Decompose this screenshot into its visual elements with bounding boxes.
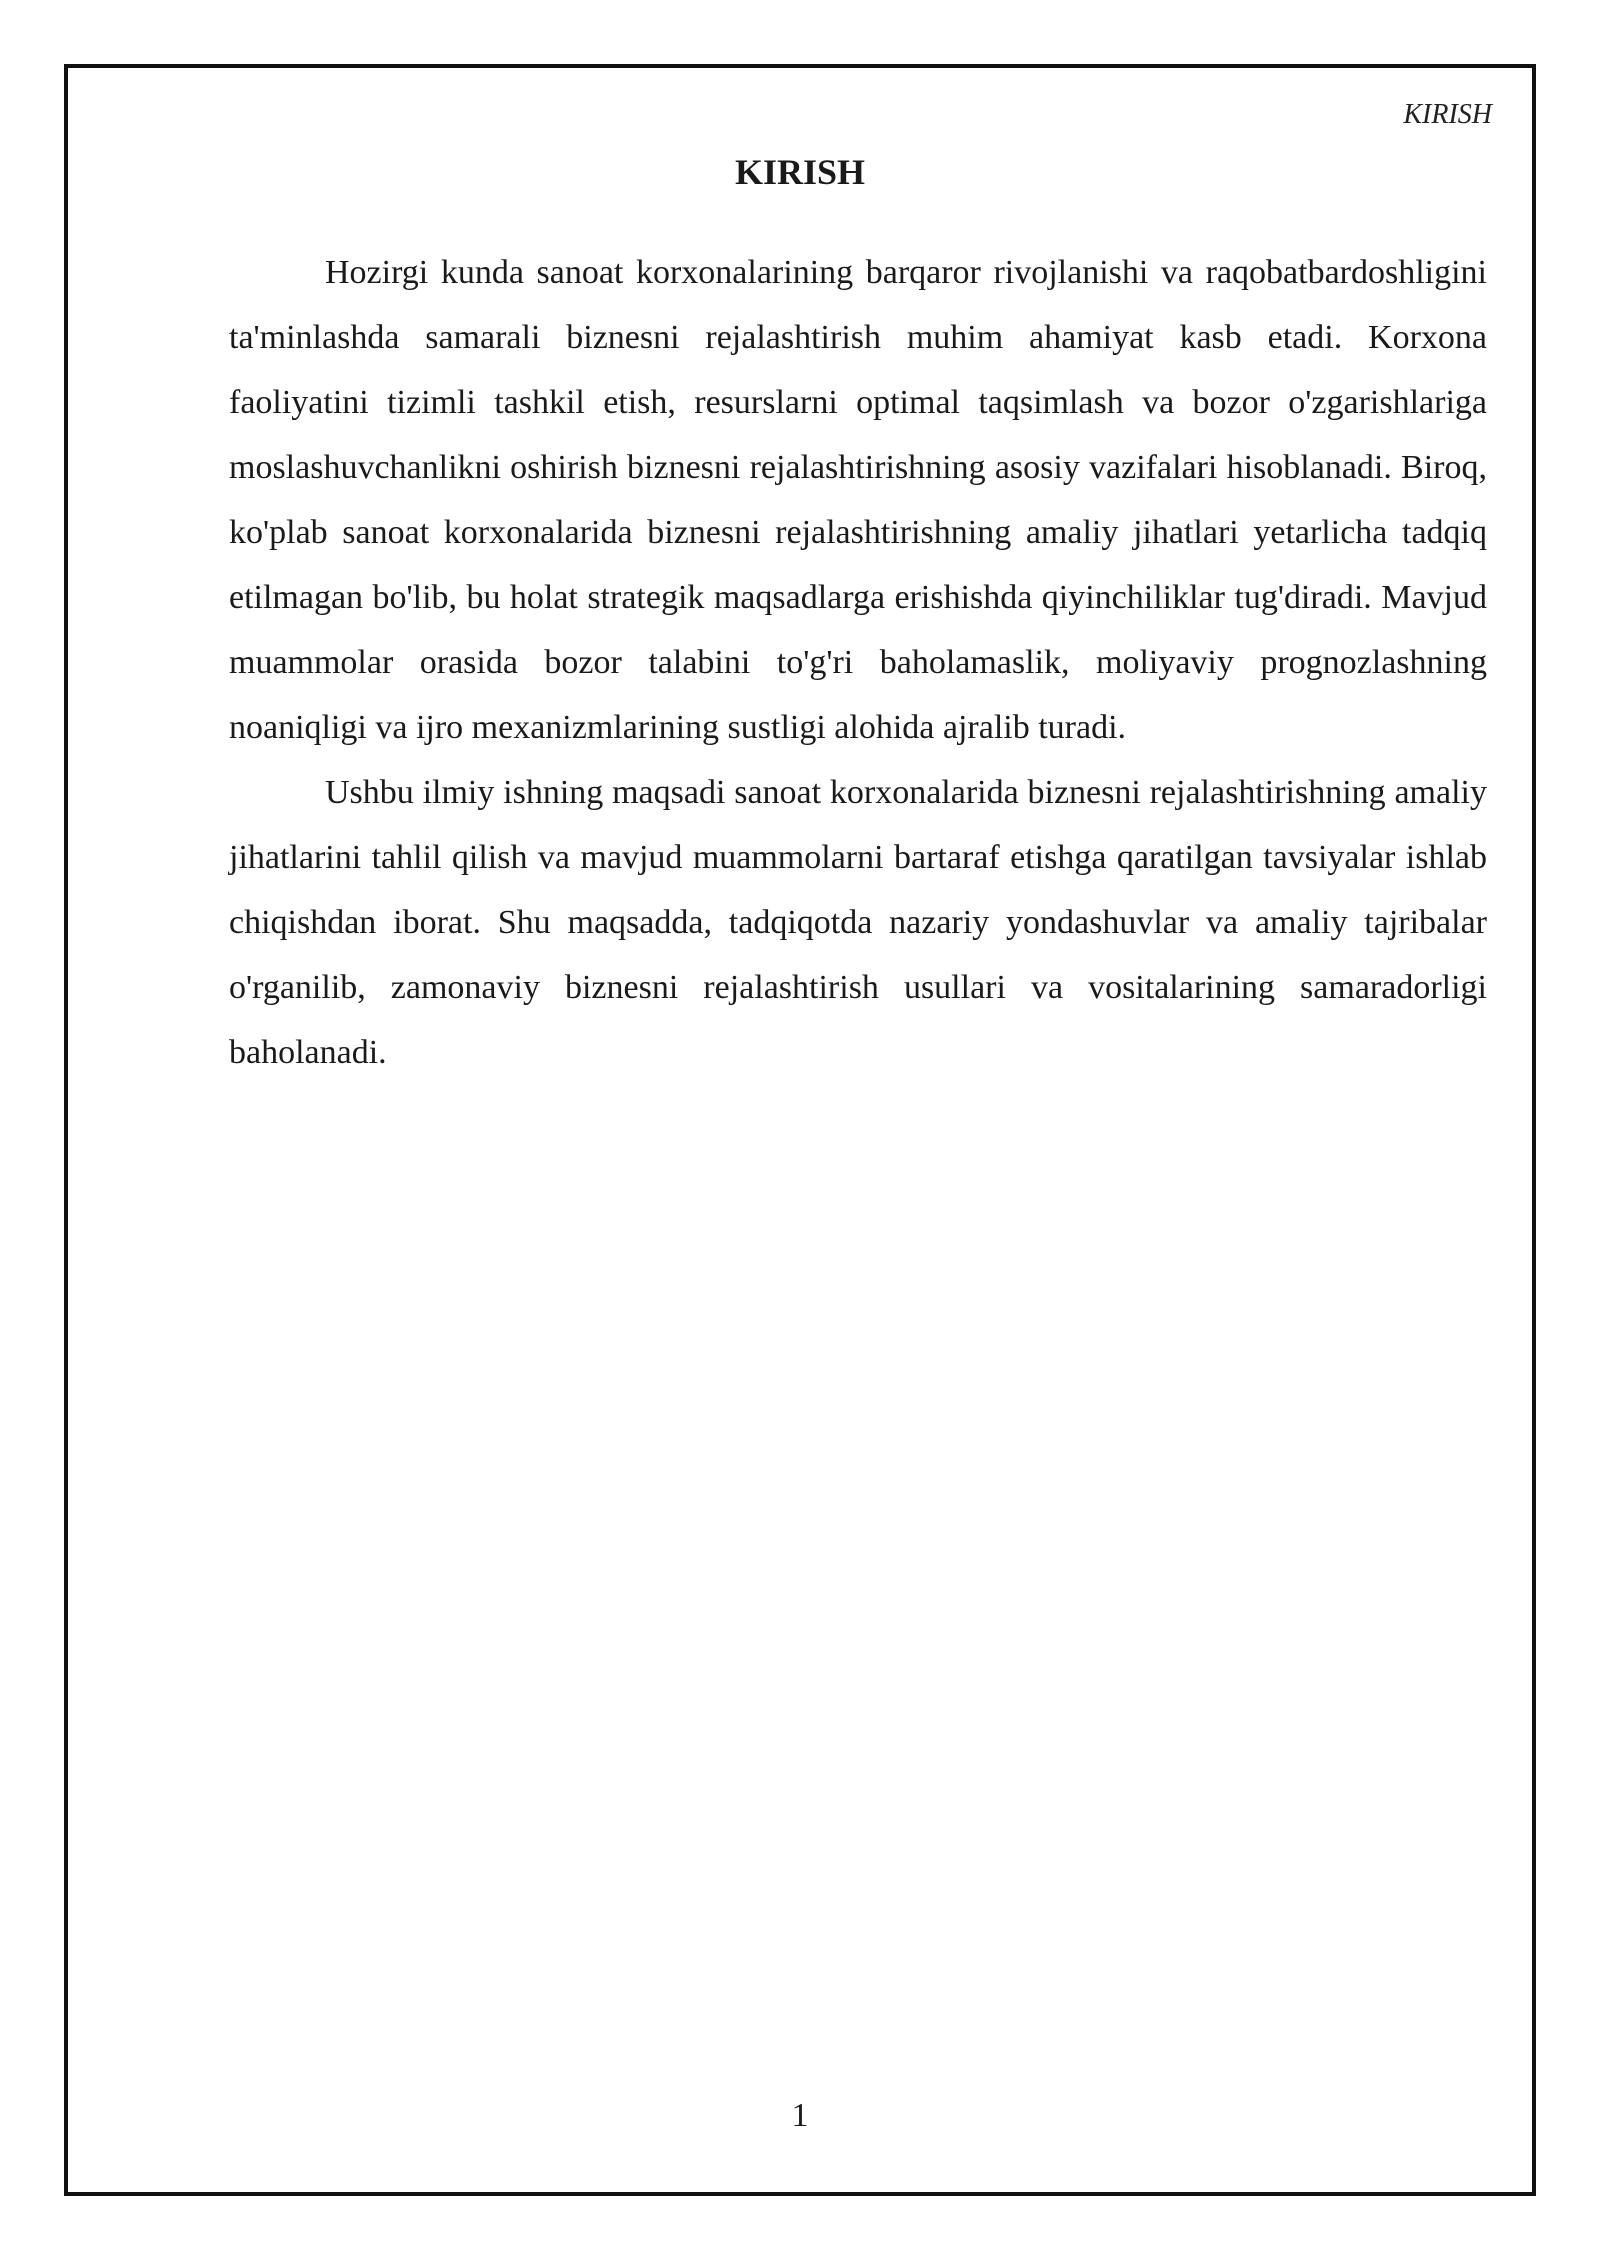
- page-number: 1: [791, 2097, 809, 2134]
- page-title: KIRISH: [734, 152, 866, 192]
- paragraph-1: Hozirgi kunda sanoat korxonalarining barqaror rivojlanishi va raqobatbardoshligini ta'minlashda samarali biznesni rejalashtirish muhim ahamiyat kasb etadi. Korxona faoliyatini tizimli tashkil etish, resurslarni optimal taqsimlash va bozor o'zgarishlariga moslashuvchanlikni oshirish biznesni rejalashtirishning asosiy vazifalari hisoblanadi. Biroq, ko'plab sanoat korxonalarida biznesni rejalashtirishning amaliy jihatlari yetarlicha tadqiq etilmagan bo'lib, bu holat strategik maqsadlarga erishishda qiyinchiliklar tug'diradi. Mavjud muammolar orasida bozor talabini to'g'ri baholamaslik, moliyaviy prognozlashning noaniqligi va ijro mexanizmlarining sustligi alohida ajralib turadi.: [229, 254, 1487, 746]
- running-header: KIRISH: [1403, 99, 1492, 130]
- paragraph-2: Ushbu ilmiy ishning maqsadi sanoat korxonalarida biznesni rejalashtirishning amaliy jihatlarini tahlil qilish va mavjud muammolarni bartaraf etishga qaratilgan tavsiyalar ishlab chiqishdan iborat. Shu maqsadda, tadqiqotda nazariy yondashuvlar va amaliy tajribalar o'rganilib, zamonaviy biznesni rejalashtirish usullari va vositalarining samaradorligi baholanadi.: [229, 774, 1487, 1071]
- body-text: [229, 240, 1487, 1085]
